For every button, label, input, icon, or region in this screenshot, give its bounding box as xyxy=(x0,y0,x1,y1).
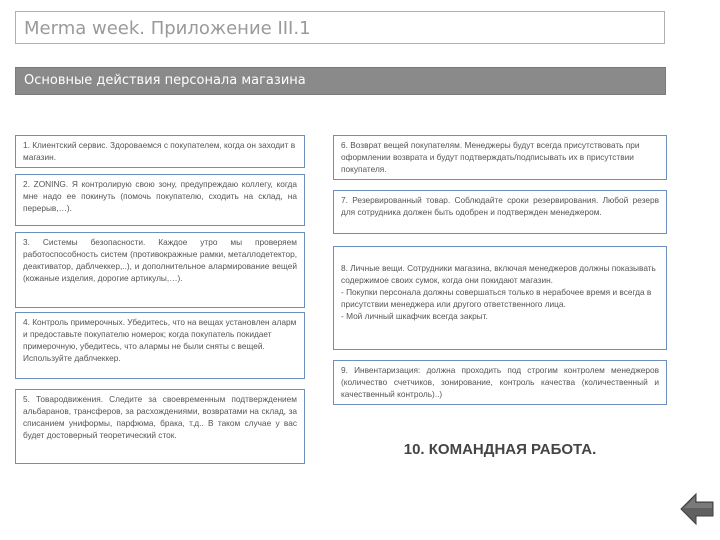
item-text: 5. Товародвижения. Следите за своевременным подтверждением альбаранов, трансферов, за расхождениями, возвратами на склад, за списанием униформы, парфюма, брака, т.д.. В таком случае у вас будет достоверный теоретический сток. xyxy=(23,394,297,440)
item-text: 3. Системы безопасности. Каждое утро мы проверяем работоспособность систем (противокражные рамки, металлодетектор, деактиватор, даблчеккер,..), и дополнительное алармирование вещей (кожаные изделия, дорогие артикулы,…). xyxy=(23,237,297,283)
item-returns xyxy=(333,135,667,180)
item-personal-belongings xyxy=(333,246,667,350)
item-text: 8. Личные вещи. Сотрудники магазина, включая менеджеров должны показывать содержимое своих сумок, когда они покидают магазин. - Покупки персонала должны совершаться только в нерабочее время и всегда в присутствии менеджера или другого ответственного лица. - Мой личный шкафчик всегда закрыт. xyxy=(341,263,656,321)
item-text: 10. КОМАНДНАЯ РАБОТА. xyxy=(403,441,597,458)
item-text: 2. ZONING. Я контролирую свою зону, предупреждаю коллегу, когда мне надо ее покинуть (помочь покупателю, сходить на склад, на перерыв,…). xyxy=(23,179,297,213)
item-inventory xyxy=(333,360,667,405)
item-text: 9. Инвентаризация: должна проходить под строгим контролем менеджеров (количество счетчиков, зонирование, контроль качества (количественный и качественный контроль)..) xyxy=(341,365,659,399)
item-text: 1. Клиентский сервис. Здороваемся с покупателем, когда он заходит в магазин. xyxy=(23,140,296,162)
item-reserved-goods xyxy=(333,190,667,234)
item-security-systems xyxy=(15,232,305,308)
item-text: 7. Резервированный товар. Соблюдайте сроки резервирования. Любой резерв для сотрудника должен быть одобрен и подтвержден менеджером. xyxy=(341,195,659,217)
section-title: Основные действия персонала магазина xyxy=(24,73,306,88)
page-title-box xyxy=(15,11,665,44)
item-text: 4. Контроль примерочных. Убедитесь, что на вещах установлен аларм и предоставьте покупателю номерок; когда покупатель покидает примерочную, убедитесь, что алармы не были сняты с вещей. Используйте даблчеккер. xyxy=(23,317,297,363)
section-header xyxy=(15,67,666,95)
item-text: 6. Возврат вещей покупателям. Менеджеры будут всегда присутствовать при оформлении возврата и будут подтверждать/подписывать их в присутствии покупателя. xyxy=(341,140,640,174)
item-stock-movements xyxy=(15,389,305,464)
back-arrow-icon[interactable] xyxy=(679,491,715,527)
item-teamwork xyxy=(333,430,667,470)
item-fitting-rooms xyxy=(15,312,305,379)
item-client-service xyxy=(15,135,305,168)
page-title: Merma week. Приложение III.1 xyxy=(24,18,311,39)
item-zoning xyxy=(15,174,305,226)
